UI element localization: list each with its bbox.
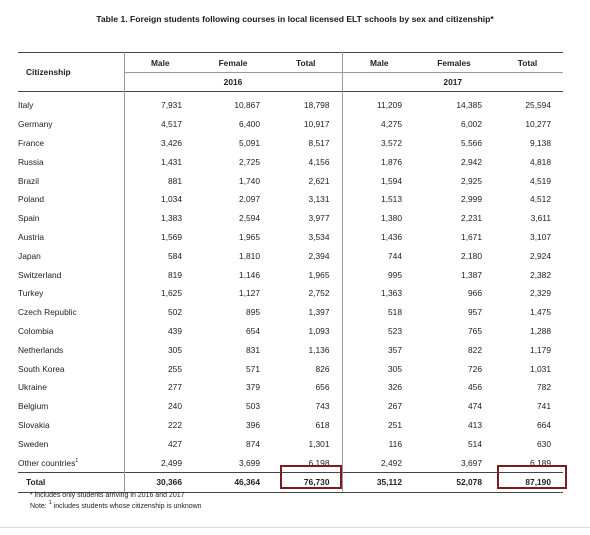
cell-male-2017: 1,363 — [342, 284, 416, 303]
cell-female-2016: 654 — [246, 325, 260, 336]
cell-females-2017: 2,925 — [461, 175, 482, 186]
year-2017: 2017 — [342, 73, 563, 92]
table-row — [18, 322, 563, 341]
cell-male-2016: 1,569 — [124, 228, 196, 247]
cell-male-2016: 305 — [124, 340, 196, 359]
cell-total-2017: 4,818 — [530, 156, 551, 167]
cell-female-2016: 396 — [246, 419, 260, 430]
cell-total-2017: 2,924 — [530, 250, 551, 261]
cell-male-2017: 523 — [342, 322, 416, 341]
cell-male-2017: 11,209 — [342, 92, 416, 115]
cell-male-2017: 326 — [342, 378, 416, 397]
cell-male-2017: 1,380 — [342, 209, 416, 228]
cell-male-2016: 1,625 — [124, 284, 196, 303]
cell-male-2017: 1,876 — [342, 152, 416, 171]
header-total-2017: Total — [517, 57, 538, 68]
total-females-2017: 52,078 — [416, 472, 492, 492]
table-row — [18, 303, 563, 322]
cell-total-2016: 4,156 — [308, 156, 330, 167]
cell-total-2016: 3,534 — [308, 231, 330, 242]
footnote-2 — [30, 500, 202, 510]
cell-male-2016: 3,426 — [124, 134, 196, 153]
country-name: Brazil — [18, 175, 39, 186]
cell-total-2017: 6,189 — [530, 457, 551, 468]
cell-total-2017: 782 — [537, 382, 551, 393]
cell-male-2016: 1,431 — [124, 152, 196, 171]
cell-female-2016: 1,127 — [239, 288, 260, 299]
highlight-total-2017 — [497, 465, 567, 489]
country-name: Slovakia — [18, 419, 50, 430]
cell-total-2017: 25,594 — [525, 100, 551, 111]
cell-country — [18, 92, 124, 115]
country-name: Japan — [18, 250, 41, 261]
cell-total-2017: 1,288 — [530, 325, 551, 336]
cell-females-2017: 957 — [468, 307, 482, 318]
cell-female-2016: 2,725 — [239, 156, 260, 167]
cell-country — [18, 322, 124, 341]
cell-total-2016: 1,093 — [308, 325, 330, 336]
cell-females-2017: 14,385 — [456, 100, 482, 111]
cell-total-2016: 10,917 — [303, 119, 330, 130]
table-title: Table 1. Foreign students following courses in local licensed ELT schools by sex and citizenship* — [96, 14, 494, 24]
cell-total-2016: 2,621 — [308, 175, 330, 186]
cell-total-2017: 3,611 — [530, 213, 551, 224]
cell-total-2016: 743 — [315, 401, 330, 412]
cell-male-2017: 4,275 — [342, 115, 416, 134]
country-name: Poland — [18, 194, 45, 205]
header-citizenship: Citizenship — [26, 67, 71, 77]
cell-total-2016: 3,131 — [308, 194, 330, 205]
cell-male-2016: 427 — [124, 434, 196, 453]
total-total-2017: 87,190 — [492, 472, 563, 492]
cell-total-2016: 1,136 — [308, 344, 330, 355]
total-male-2016: 30,366 — [124, 472, 196, 492]
cell-females-2017: 726 — [468, 363, 482, 374]
table-row — [18, 434, 563, 453]
cell-country — [18, 359, 124, 378]
cell-females-2017: 514 — [468, 438, 482, 449]
cell-male-2017: 2,492 — [342, 453, 416, 472]
cell-male-2016: 1,383 — [124, 209, 196, 228]
total-total-2016: 76,730 — [270, 472, 342, 492]
cell-total-2017: 1,475 — [530, 307, 551, 318]
cell-male-2017: 995 — [342, 265, 416, 284]
country-name: Italy — [18, 100, 34, 111]
cell-total-2017: 10,277 — [525, 119, 551, 130]
cell-total-2017: 664 — [537, 419, 551, 430]
cell-male-2017: 1,594 — [342, 171, 416, 190]
cell-male-2016: 584 — [124, 246, 196, 265]
cell-country — [18, 434, 124, 453]
header-male-2017: Male — [342, 53, 416, 73]
cell-female-2016: 895 — [246, 307, 260, 318]
cell-country — [18, 152, 124, 171]
table-row — [18, 397, 563, 416]
country-name: Other countries — [18, 457, 76, 468]
cell-females-2017: 474 — [468, 401, 482, 412]
cell-females-2017: 413 — [468, 419, 482, 430]
cell-female-2016: 571 — [246, 363, 260, 374]
table-row — [18, 265, 563, 284]
cell-country — [18, 115, 124, 134]
footnote-2-prefix: Note: — [30, 503, 49, 510]
cell-females-2017: 1,671 — [461, 231, 482, 242]
table-row — [18, 171, 563, 190]
cell-female-2016: 874 — [246, 438, 260, 449]
footnote-2-sup: 1 — [48, 500, 52, 506]
table-row — [18, 378, 563, 397]
cell-females-2017: 2,231 — [461, 213, 482, 224]
table-row — [18, 359, 563, 378]
table-row — [18, 228, 563, 247]
cell-females-2017: 765 — [468, 325, 482, 336]
other-countries-superscript: 1 — [75, 457, 79, 464]
header-total-2016: Total — [296, 57, 316, 68]
cell-female-2016: 1,810 — [239, 250, 260, 261]
cell-country — [18, 378, 124, 397]
cell-females-2017: 2,180 — [461, 250, 482, 261]
cell-females-2017: 822 — [468, 344, 482, 355]
country-name: Austria — [18, 231, 45, 242]
total-male-2017: 35,112 — [342, 472, 416, 492]
country-name: Turkey — [18, 288, 44, 299]
table-row — [18, 92, 563, 115]
cell-female-2016: 6,400 — [239, 119, 260, 130]
cell-total-2016: 6,198 — [308, 457, 330, 468]
cell-male-2017: 267 — [342, 397, 416, 416]
cell-total-2016: 8,517 — [308, 137, 330, 148]
cell-total-2016: 18,798 — [303, 100, 330, 111]
footnote-2-text: includes students whose citizenship is unknown — [51, 503, 202, 510]
cell-male-2016: 819 — [124, 265, 196, 284]
cell-total-2017: 3,107 — [530, 231, 551, 242]
cell-total-2016: 1,397 — [308, 307, 330, 318]
table-row — [18, 340, 563, 359]
cell-male-2016: 502 — [124, 303, 196, 322]
cell-country — [18, 416, 124, 435]
cell-total-2016: 3,977 — [308, 213, 330, 224]
cell-total-2016: 656 — [315, 382, 330, 393]
cell-female-2016: 3,699 — [239, 457, 260, 468]
cell-total-2017: 9,138 — [530, 137, 551, 148]
cell-total-2017: 2,329 — [530, 288, 551, 299]
cell-total-2017: 4,519 — [530, 175, 551, 186]
highlight-total-2016 — [280, 465, 342, 489]
country-name: France — [18, 137, 45, 148]
cell-female-2016: 2,097 — [239, 194, 260, 205]
country-name: Sweden — [18, 438, 49, 449]
cell-females-2017: 2,999 — [461, 194, 482, 205]
cell-male-2017: 116 — [342, 434, 416, 453]
cell-country — [18, 209, 124, 228]
cell-female-2016: 379 — [246, 382, 260, 393]
cell-male-2016: 881 — [124, 171, 196, 190]
country-name: Belgium — [18, 401, 49, 412]
cell-total-2016: 826 — [315, 363, 330, 374]
cell-female-2016: 1,740 — [239, 175, 260, 186]
country-name: Colombia — [18, 325, 54, 336]
table-row — [18, 115, 563, 134]
cell-female-2016: 831 — [246, 344, 260, 355]
cell-total-2017: 2,382 — [530, 269, 551, 280]
country-name: Netherlands — [18, 344, 64, 355]
cell-females-2017: 6,002 — [461, 119, 482, 130]
cell-total-2017: 630 — [537, 438, 551, 449]
cell-male-2017: 357 — [342, 340, 416, 359]
table-row — [18, 416, 563, 435]
cell-country — [18, 171, 124, 190]
table-body — [18, 92, 563, 493]
cell-male-2017: 744 — [342, 246, 416, 265]
cell-male-2017: 305 — [342, 359, 416, 378]
table-row — [18, 209, 563, 228]
cell-females-2017: 5,566 — [461, 137, 482, 148]
cell-male-2016: 4,517 — [124, 115, 196, 134]
cell-country — [18, 284, 124, 303]
cell-country — [18, 228, 124, 247]
cell-total-2017: 741 — [537, 401, 551, 412]
cell-females-2017: 1,387 — [461, 269, 482, 280]
total-female-2016: 46,364 — [196, 472, 270, 492]
cell-total-2016: 2,394 — [308, 250, 330, 261]
country-name: Germany — [18, 119, 53, 130]
cell-total-2016: 1,301 — [308, 438, 330, 449]
header-female-2016: Female — [218, 57, 248, 68]
cell-country — [18, 265, 124, 284]
cell-females-2017: 3,697 — [461, 457, 482, 468]
header-row — [18, 53, 563, 73]
table-row — [18, 152, 563, 171]
year-2016: 2016 — [124, 73, 342, 92]
cell-male-2017: 251 — [342, 416, 416, 435]
cell-country — [18, 246, 124, 265]
cell-male-2016: 277 — [124, 378, 196, 397]
cell-male-2017: 1,513 — [342, 190, 416, 209]
cell-male-2017: 3,572 — [342, 134, 416, 153]
cell-total-2016: 618 — [315, 419, 330, 430]
bottom-divider — [0, 527, 590, 528]
cell-male-2016: 255 — [124, 359, 196, 378]
header-male-2016: Male — [124, 53, 196, 73]
cell-male-2016: 439 — [124, 322, 196, 341]
cell-male-2016: 2,499 — [124, 453, 196, 472]
table-row — [18, 284, 563, 303]
cell-female-2016: 503 — [246, 401, 260, 412]
cell-total-2016: 1,965 — [308, 269, 330, 280]
cell-male-2017: 518 — [342, 303, 416, 322]
cell-country — [18, 340, 124, 359]
cell-male-2016: 222 — [124, 416, 196, 435]
cell-male-2016: 7,931 — [124, 92, 196, 115]
table-row — [18, 246, 563, 265]
header-females-2017: Females — [437, 57, 471, 68]
cell-female-2016: 5,091 — [239, 137, 260, 148]
country-name: Switzerland — [18, 269, 62, 280]
country-name: Czech Republic — [18, 307, 77, 318]
cell-total-2016: 2,752 — [308, 288, 330, 299]
country-name: South Korea — [18, 363, 65, 374]
table-row — [18, 190, 563, 209]
cell-country — [18, 397, 124, 416]
cell-females-2017: 966 — [468, 288, 482, 299]
country-name: Ukraine — [18, 382, 47, 393]
cell-total-2017: 1,031 — [530, 363, 551, 374]
cell-female-2016: 1,965 — [239, 231, 260, 242]
total-label: Total — [18, 472, 124, 492]
cell-male-2016: 1,034 — [124, 190, 196, 209]
cell-country — [18, 190, 124, 209]
country-name: Spain — [18, 213, 40, 224]
cell-male-2017: 1,436 — [342, 228, 416, 247]
cell-country — [18, 453, 124, 472]
cell-females-2017: 456 — [468, 382, 482, 393]
footnote-1: * includes only students arriving in 2016 and 2017 — [30, 492, 185, 499]
cell-total-2017: 4,512 — [530, 194, 551, 205]
cell-females-2017: 2,942 — [461, 156, 482, 167]
cell-female-2016: 2,594 — [239, 213, 260, 224]
cell-female-2016: 10,867 — [234, 100, 260, 111]
cell-total-2017: 1,179 — [530, 344, 551, 355]
cell-country — [18, 134, 124, 153]
cell-country — [18, 303, 124, 322]
country-name: Russia — [18, 156, 44, 167]
citizenship-table — [18, 52, 563, 493]
table-row — [18, 134, 563, 153]
cell-male-2016: 240 — [124, 397, 196, 416]
cell-female-2016: 1,146 — [239, 269, 260, 280]
